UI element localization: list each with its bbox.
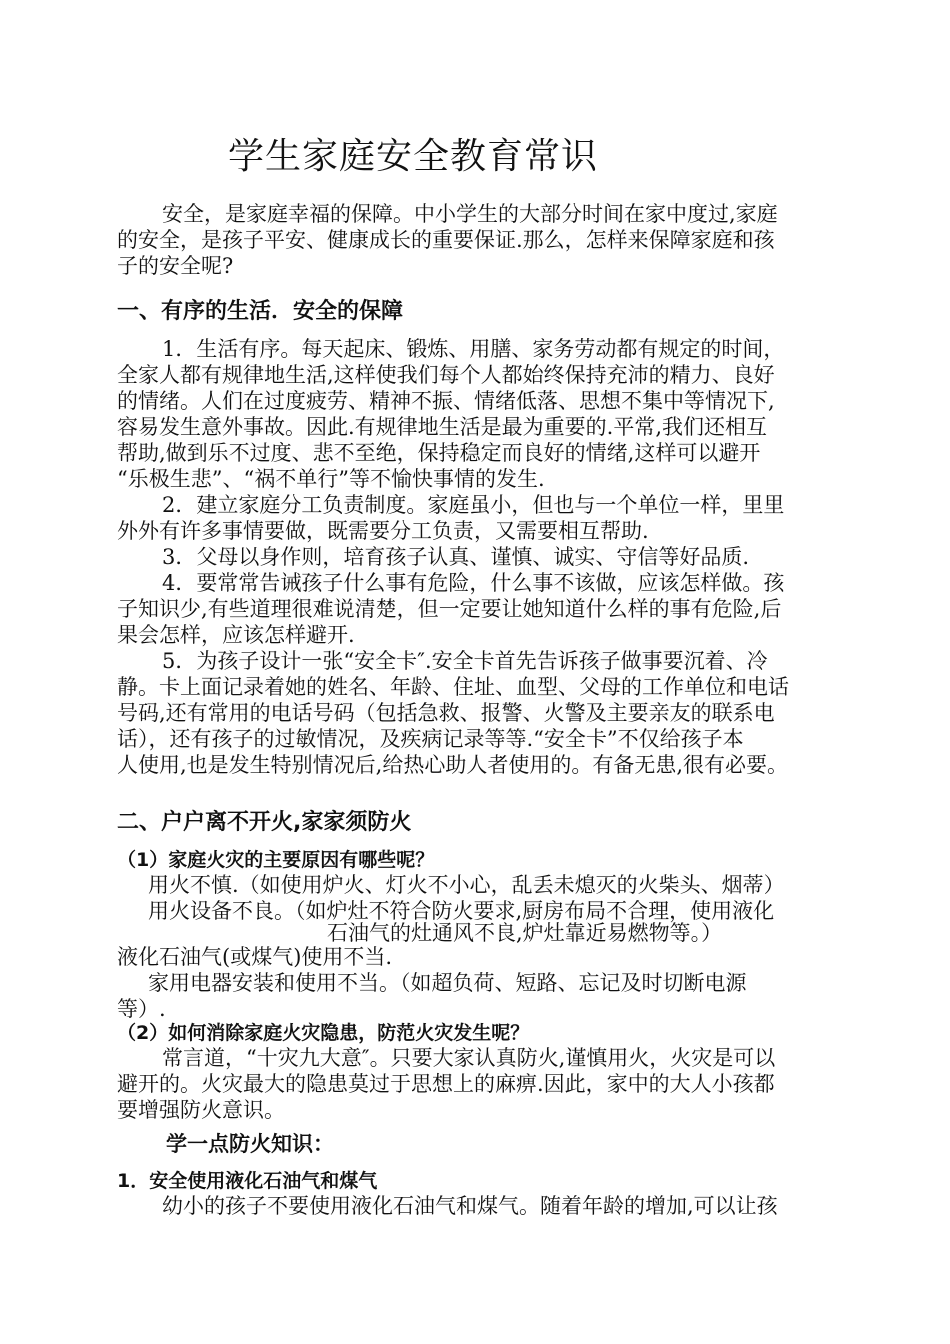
intro-line: 安全，是家庭幸福的保障。中小学生的大部分时间在家中度过,家庭 (162, 202, 778, 226)
paragraph-line: 3．父母以身作则，培育孩子认真、谨慎、诚实、守信等好品质. (162, 545, 750, 569)
paragraph-line: 话），还有孩子的过敏情况，及疾病记录等等.“安全卡”不仅给孩子本 (117, 727, 744, 751)
subsection-heading: （1）家庭火灾的主要原因有哪些呢？ (117, 849, 435, 871)
page-title: 学生家庭安全教育常识 (228, 136, 599, 177)
paragraph-line: 石油气的灶通风不良,炉灶靠近易燃物等。） (327, 921, 723, 945)
paragraph-line: 人使用,也是发生特别情况后,给热心助人者使用的。有备无患,很有必要。 (117, 753, 789, 777)
section-heading-2: 二、户户离不开火,家家须防火 (117, 810, 412, 835)
paragraph-line: 家用电器安装和使用不当。（如超负荷、短路、忘记及时切断电源 (148, 971, 747, 995)
paragraph-line: 容易发生意外事故。因此.有规律地生活是最为重要的.平常,我们还相互 (117, 415, 768, 439)
paragraph-line: 用火设备不良。（如炉灶不符合防火要求,厨房布局不合理，使用液化 (148, 899, 775, 923)
paragraph-line: 号码,还有常用的电话号码（包括急救、报警、火警及主要亲友的联系电 (117, 701, 775, 725)
paragraph-line: 常言道，“十灾九大意″。只要大家认真防火,谨慎用火，火灾是可以 (162, 1046, 776, 1070)
paragraph-line: 用火不慎.（如使用炉火、灯火不小心，乱丢未熄灭的火柴头、烟蒂） (148, 873, 785, 897)
paragraph-line: 4．要常常告诫孩子什么事有危险，什么事不该做，应该怎样做。孩 (162, 571, 785, 595)
intro-line: 的安全，是孩子平安、健康成长的重要保证.那么，怎样来保障家庭和孩 (117, 228, 775, 252)
paragraph-line: 幼小的孩子不要使用液化石油气和煤气。随着年龄的增加,可以让孩 (162, 1194, 778, 1218)
section-heading-1: 一、有序的生活．安全的保障 (117, 299, 404, 324)
paragraph-line: 2．建立家庭分工负责制度。家庭虽小，但也与一个单位一样，里里 (162, 493, 785, 517)
intro-line: 子的安全呢? (117, 254, 234, 278)
paragraph-line: 果会怎样，应该怎样避开. (117, 623, 355, 647)
paragraph-line: 子知识少,有些道理很难说清楚，但一定要让她知道什么样的事有危险,后 (117, 597, 782, 621)
paragraph-line: 等）. (117, 997, 166, 1021)
learn-heading: 学一点防火知识： (166, 1132, 334, 1156)
paragraph-line: 外外有许多事情要做，既需要分工负责，又需要相互帮助. (117, 519, 649, 543)
paragraph-line: “乐极生悲”、“祸不单行”等不愉快事情的发生. (117, 467, 545, 491)
paragraph-line: 帮助,做到乐不过度、悲不至绝，保持稳定而良好的情绪,这样可以避开 (117, 441, 761, 465)
paragraph-line: 1．生活有序。每天起床、锻炼、用膳、家务劳动都有规定的时间， (162, 337, 785, 361)
item-heading: 1．安全使用液化石油气和煤气 (117, 1170, 378, 1192)
paragraph-line: 5．为孩子设计一张“安全卡″.安全卡首先告诉孩子做事要沉着、冷 (162, 649, 768, 673)
paragraph-line: 静。卡上面记录着她的姓名、年龄、住址、血型、父母的工作单位和电话 (117, 675, 789, 699)
subsection-heading: （2）如何消除家庭火灾隐患，防范火灾发生呢？ (117, 1022, 530, 1044)
paragraph-line: 的情绪。人们在过度疲劳、精神不振、情绪低落、思想不集中等情况下, (117, 389, 775, 413)
paragraph-line: 液化石油气(或煤气)使用不当. (117, 945, 393, 969)
paragraph-line: 避开的。火灾最大的隐患莫过于思想上的麻痹.因此，家中的大人小孩都 (117, 1072, 775, 1096)
paragraph-line: 要增强防火意识。 (117, 1098, 285, 1122)
paragraph-line: 全家人都有规律地生活,这样使我们每个人都始终保持充沛的精力、良好 (117, 363, 775, 387)
